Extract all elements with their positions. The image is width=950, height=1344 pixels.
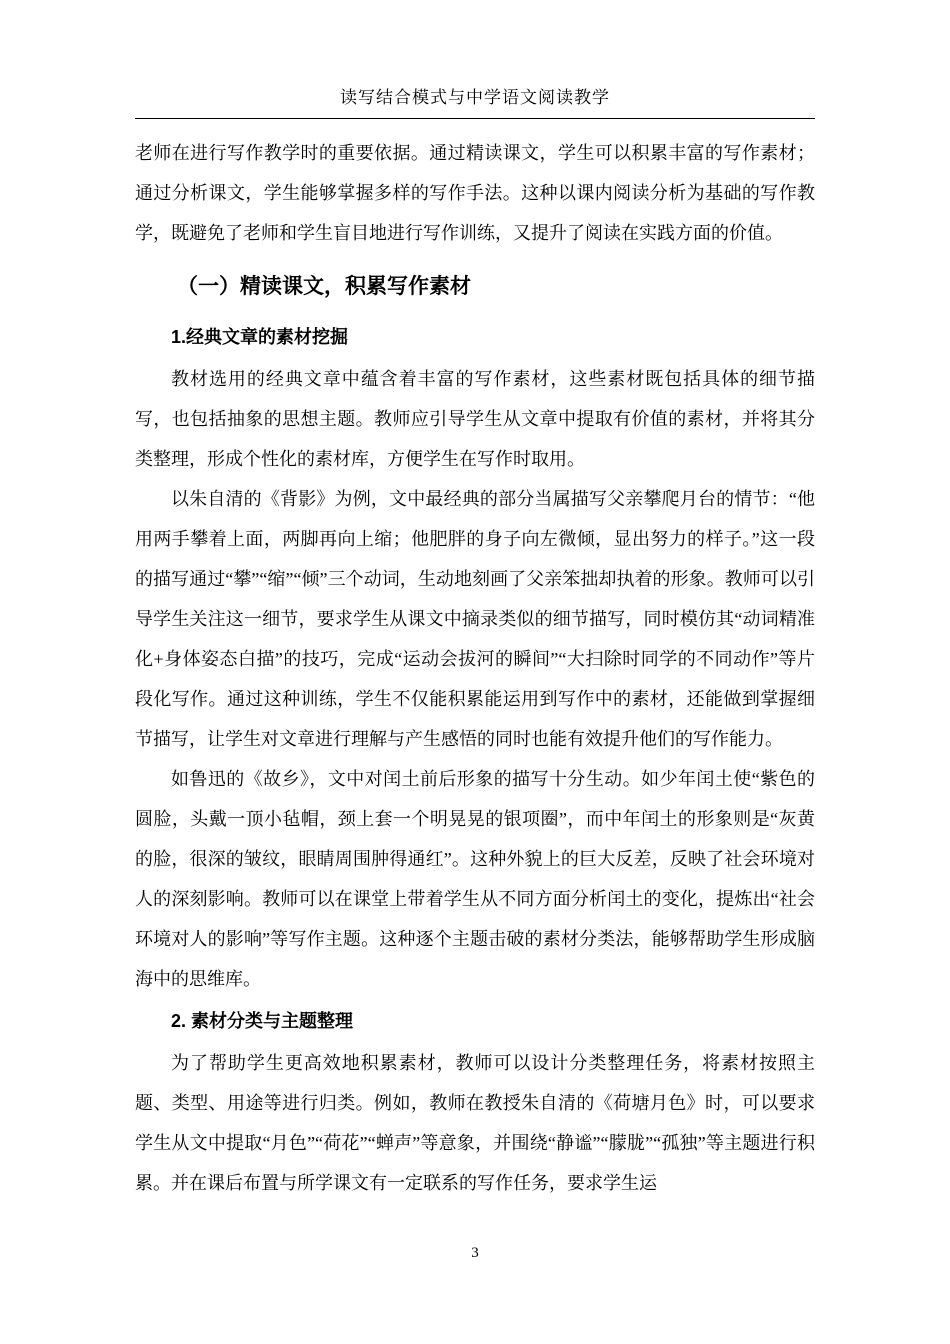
subsection-heading-2: 2. 素材分类与主题整理 <box>171 1011 354 1031</box>
section-heading: （一）精读课文，积累写作素材 <box>177 275 471 298</box>
paragraph-material-mining: 教材选用的经典文章中蕴含着丰富的写作素材，这些素材既包括具体的细节描写，也包括抽象的思想主题。教师应引导学生从文章中提取有价值的素材，并将其分类整理，形成个性化的素材库，方便学生在写作时取用。 <box>135 369 815 469</box>
paragraph-beiying-example: 以朱自清的《背影》为例，文中最经典的部分当属描写父亲攀爬月台的情节：“他用两手攀着上面，两脚再向上缩；他肥胖的身子向左微倾，显出努力的样子。”这一段的描写通过“攀”“缩”“倾”三个动词，生动地刻画了父亲笨拙却执着的形象。教师可以引导学生关注这一细节，要求学生从课文中摘录类似的细节描写，同时模仿其“动词精准化+身体姿态白描”的技巧，完成“运动会拔河的瞬间”“大扫除时同学的不同动作”等片段化写作。通过这种训练，学生不仅能积累能运用到写作中的素材，还能做到掌握细节描写，让学生对文章进行理解与产生感悟的同时也能有效提升他们的写作能力。 <box>135 489 815 749</box>
header-title: 读写结合模式与中学语文阅读教学 <box>340 88 610 107</box>
paragraph-classification: 为了帮助学生更高效地积累素材，教师可以设计分类整理任务，将素材按照主题、类型、用途等进行归类。例如，教师在教授朱自清的《荷塘月色》时，可以要求学生从文中提取“月色”“荷花”“蝉声”等意象，并围绕“静谧”“朦胧”“孤独”等主题进行积累。并在课后布置与所学课文有一定联系的写作任务，要求学生运 <box>135 1053 815 1193</box>
document-body <box>0 119 950 1203</box>
paragraph-guxiang-example: 如鲁迅的《故乡》，文中对闰土前后形象的描写十分生动。如少年闰土使“紫色的圆脸，头戴一顶小毡帽，颈上套一个明晃晃的银项圈”，而中年闰土的形象则是“灰黄的脸，很深的皱纹，眼睛周围肿得通红”。这种外貌上的巨大反差，反映了社会环境对人的深刻影响。教师可以在课堂上带着学生从不同方面分析闰土的变化，提炼出“社会环境对人的影响”等写作主题。这种逐个主题击破的素材分类法，能够帮助学生形成脑海中的思维库。 <box>135 769 815 989</box>
subsection-heading-1: 1.经典文章的素材挖掘 <box>171 327 349 347</box>
document-footer <box>0 1245 950 1262</box>
paragraph-intro: 老师在进行写作教学时的重要依据。通过精读课文，学生可以积累丰富的写作素材；通过分析课文，学生能够掌握多样的写作手法。这种以课内阅读分析为基础的写作教学，既避免了老师和学生盲目地进行写作训练，又提升了阅读在实践方面的价值。 <box>135 143 815 243</box>
document-header <box>0 0 950 119</box>
page-number: 3 <box>471 1245 479 1261</box>
